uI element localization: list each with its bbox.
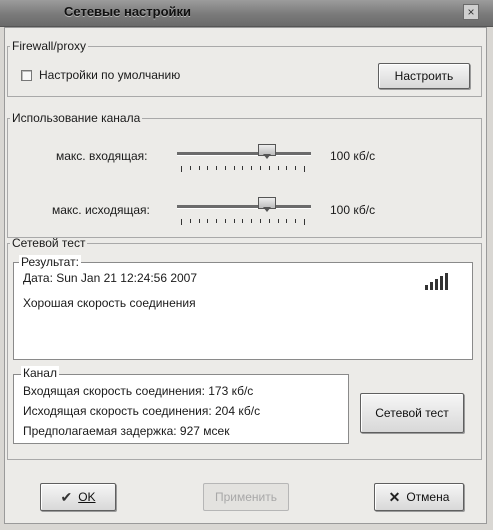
configure-button[interactable]: Настроить — [378, 63, 470, 89]
result-legend: Результат: — [21, 255, 79, 269]
network-test-legend: Сетевой тест — [12, 236, 86, 250]
cancel-button[interactable] — [374, 483, 464, 511]
outgoing-limit-value: 100 кб/с — [330, 203, 376, 217]
outgoing-slider-track[interactable] — [177, 205, 311, 209]
outgoing-slider-thumb[interactable] — [258, 197, 276, 209]
apply-button[interactable]: Применить — [203, 483, 289, 511]
network-test-button[interactable]: Сетевой тест — [360, 393, 464, 433]
incoming-limit-label: макс. входящая: — [56, 149, 148, 163]
window-title: Сетевые настройки — [64, 4, 192, 19]
channel-legend: Канал — [23, 366, 57, 380]
incoming-slider-track[interactable] — [177, 152, 311, 156]
checkmark-icon: ✔ — [60, 488, 73, 505]
default-settings-checkbox[interactable] — [21, 70, 32, 81]
result-quality: Хорошая скорость соединения — [23, 296, 196, 310]
result-date: Дата: Sun Jan 21 12:24:56 2007 — [23, 271, 198, 285]
outgoing-slider-ticks — [181, 219, 305, 225]
channel-usage-legend: Использование канала — [12, 111, 141, 125]
default-settings-label: Настройки по умолчанию — [39, 68, 181, 82]
outgoing-speed-text: Исходящая скорость соединения: 204 кб/с — [23, 404, 261, 418]
latency-text: Предполагаемая задержка: 927 мсек — [23, 424, 230, 438]
outgoing-limit-label: макс. исходящая: — [52, 203, 150, 217]
incoming-limit-value: 100 кб/с — [330, 149, 376, 163]
cancel-label: Отмена — [406, 490, 450, 504]
incoming-speed-text: Входящая скорость соединения: 173 кб/с — [23, 384, 254, 398]
ok-button[interactable] — [40, 483, 116, 511]
settings-window — [4, 27, 487, 524]
incoming-slider-thumb[interactable] — [258, 144, 276, 156]
close-button[interactable] — [463, 4, 479, 20]
ok-label: OK — [78, 490, 96, 504]
firewall-proxy-legend: Firewall/proxy — [12, 39, 87, 53]
incoming-slider-ticks — [181, 166, 305, 172]
x-icon: ✕ — [388, 488, 401, 505]
title-bar[interactable] — [0, 0, 493, 27]
signal-strength-icon — [425, 270, 448, 290]
close-icon: × — [467, 5, 475, 19]
